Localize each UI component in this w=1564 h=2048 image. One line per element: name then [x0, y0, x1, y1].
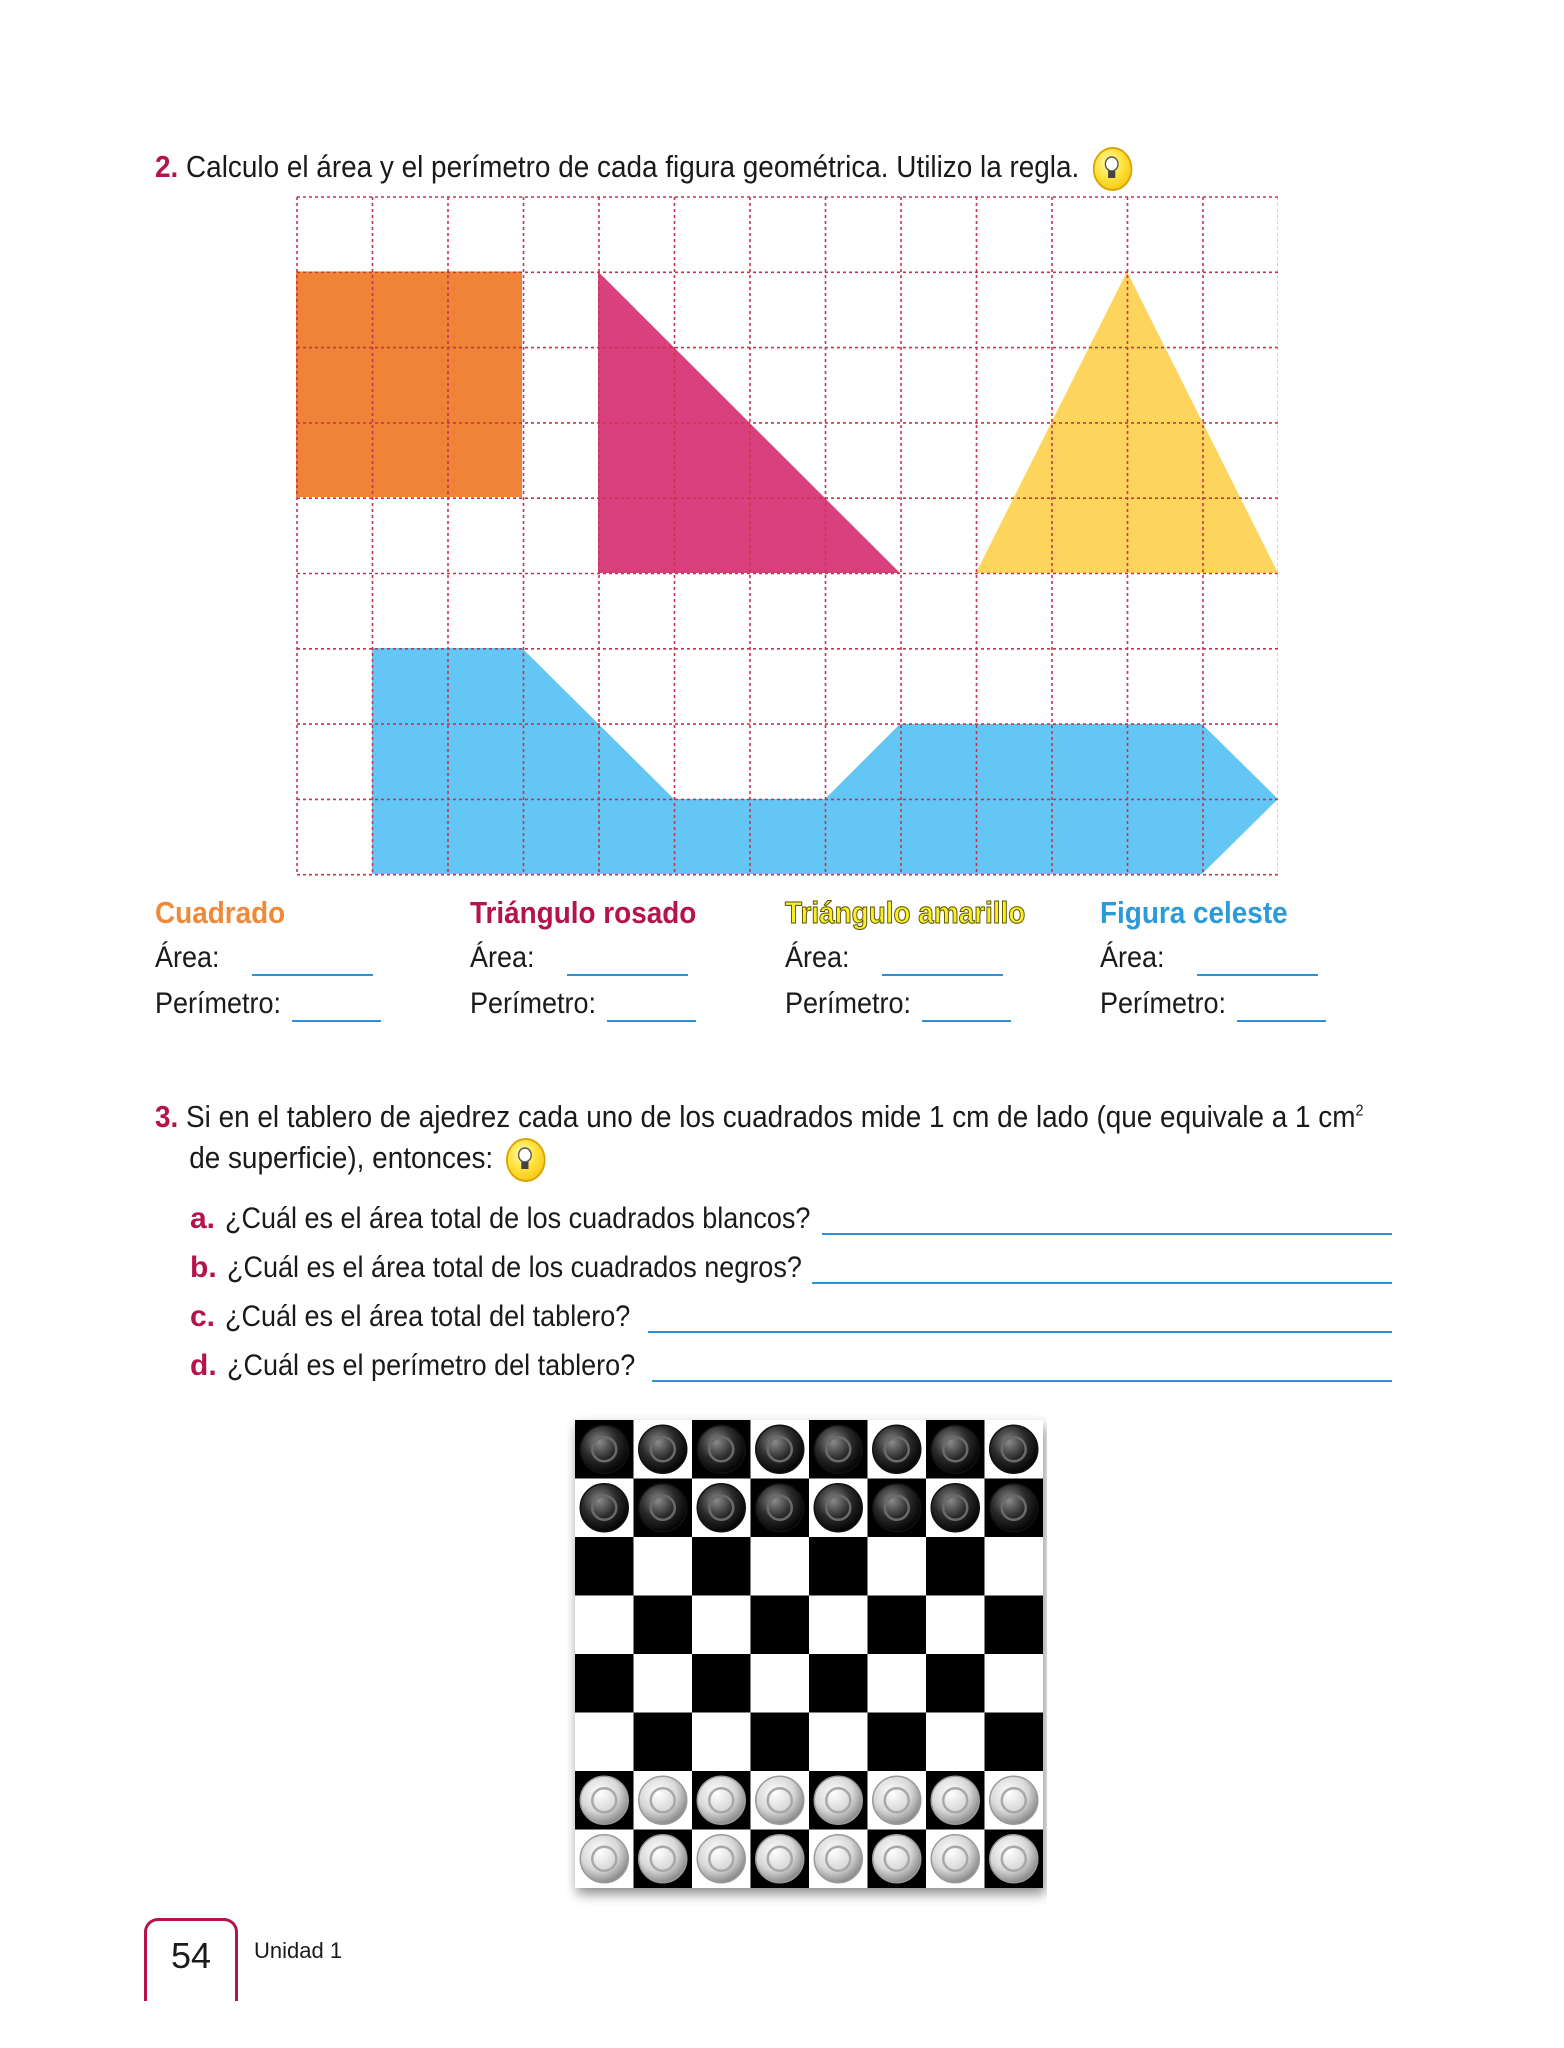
chess-piece: [580, 1425, 628, 1473]
item-letter: c.: [190, 1300, 216, 1333]
chess-square: [634, 1537, 693, 1596]
figure-col-cuadrado: [155, 895, 465, 1023]
item-text: ¿Cuál es el área total de los cuadrados negros?: [226, 1251, 802, 1284]
chess-square: [634, 1596, 693, 1655]
chess-piece: [873, 1484, 921, 1532]
page-number-box: [144, 1918, 238, 2001]
orange-square: [296, 272, 522, 498]
area-label: Área:: [155, 941, 220, 974]
question-3b: [190, 1251, 865, 1285]
chess-square: [692, 1537, 751, 1596]
chess-square: [985, 1596, 1044, 1655]
chess-piece: [873, 1425, 921, 1473]
chess-piece: [697, 1484, 745, 1532]
chess-piece: [873, 1776, 921, 1824]
chess-square: [868, 1654, 927, 1713]
page-number: 54: [170, 1935, 212, 1976]
chess-piece: [931, 1776, 979, 1824]
area-answer-line[interactable]: [1197, 974, 1318, 976]
area-label: Área:: [785, 941, 850, 974]
chess-squares: [575, 1420, 1043, 1888]
chess-piece: [814, 1776, 862, 1824]
perimeter-label: Perímetro:: [1100, 987, 1227, 1020]
chess-piece: [990, 1484, 1038, 1532]
chess-piece: [990, 1776, 1038, 1824]
chess-board-image: [567, 1412, 1047, 1942]
chess-square: [926, 1713, 985, 1772]
chess-piece: [814, 1835, 862, 1883]
chess-square: [809, 1537, 868, 1596]
area-answer-line[interactable]: [567, 974, 688, 976]
chess-piece: [931, 1425, 979, 1473]
lightbulb-icon: [1092, 147, 1132, 191]
chess-piece: [580, 1484, 628, 1532]
chess-square: [985, 1537, 1044, 1596]
question-3d: [190, 1349, 680, 1383]
chess-square: [751, 1537, 810, 1596]
chess-square: [926, 1537, 985, 1596]
chess-piece: [756, 1835, 804, 1883]
chess-square: [575, 1537, 634, 1596]
lightbulb-icon: [506, 1138, 546, 1182]
chess-piece: [639, 1484, 687, 1532]
figure-col-triangulo-amarillo: [785, 895, 1095, 1023]
chess-piece: [639, 1776, 687, 1824]
chess-piece: [639, 1425, 687, 1473]
chess-piece: [990, 1835, 1038, 1883]
chess-square: [751, 1654, 810, 1713]
question-2-number: 2.: [155, 149, 179, 185]
superscript: 2: [1355, 1102, 1364, 1120]
chess-piece: [697, 1425, 745, 1473]
area-answer-line[interactable]: [252, 974, 373, 976]
item-letter: a.: [190, 1202, 216, 1235]
chess-piece: [580, 1835, 628, 1883]
question-2-text: Calculo el área y el perímetro de cada figura geométrica. Utilizo la regla.: [186, 149, 1080, 185]
figure-name-triangulo-amarillo: Triángulo amarillo: [785, 895, 1026, 930]
chess-piece: [814, 1425, 862, 1473]
chess-square: [634, 1654, 693, 1713]
chess-square: [692, 1654, 751, 1713]
chess-piece: [931, 1484, 979, 1532]
chess-square: [809, 1596, 868, 1655]
question-3-title: [155, 1098, 1397, 1182]
chess-square: [692, 1596, 751, 1655]
chess-piece: [697, 1776, 745, 1824]
perimeter-label: Perímetro:: [155, 987, 282, 1020]
chess-square: [575, 1654, 634, 1713]
answer-line-d[interactable]: [652, 1380, 1392, 1382]
answer-line-c[interactable]: [648, 1331, 1392, 1333]
chess-piece: [873, 1835, 921, 1883]
chess-square: [751, 1596, 810, 1655]
answer-line-a[interactable]: [822, 1233, 1392, 1235]
question-2-title: [155, 147, 1132, 191]
question-3-line1: Si en el tablero de ajedrez cada uno de los cuadrados mide 1 cm de lado (que equivale a 1 cm: [186, 1099, 1356, 1134]
chess-square: [926, 1596, 985, 1655]
chess-piece: [756, 1484, 804, 1532]
item-letter: d.: [190, 1349, 217, 1382]
chess-piece: [756, 1776, 804, 1824]
chess-square: [985, 1713, 1044, 1772]
perimeter-label: Perímetro:: [785, 987, 912, 1020]
perimeter-answer-line[interactable]: [292, 1020, 381, 1022]
chess-square: [575, 1596, 634, 1655]
question-3c: [190, 1300, 675, 1334]
chess-square: [809, 1713, 868, 1772]
chess-piece: [639, 1835, 687, 1883]
chess-piece: [931, 1835, 979, 1883]
chess-piece: [756, 1425, 804, 1473]
chess-square: [868, 1713, 927, 1772]
chess-square: [634, 1713, 693, 1772]
unit-label: Unidad 1: [254, 1938, 343, 1963]
perimeter-answer-line[interactable]: [1237, 1020, 1326, 1022]
chess-square: [575, 1713, 634, 1772]
perimeter-label: Perímetro:: [470, 987, 597, 1020]
perimeter-answer-line[interactable]: [607, 1020, 696, 1022]
item-text: ¿Cuál es el área total del tablero?: [225, 1300, 631, 1333]
geometry-grid: [296, 196, 1278, 878]
question-3-number: 3.: [155, 1099, 179, 1134]
item-text: ¿Cuál es el perímetro del tablero?: [226, 1349, 635, 1382]
figure-name-cuadrado: Cuadrado: [155, 895, 286, 930]
figure-col-figura-celeste: [1100, 895, 1410, 1023]
chess-piece: [697, 1835, 745, 1883]
chess-square: [692, 1713, 751, 1772]
chess-square: [926, 1654, 985, 1713]
answer-line-b[interactable]: [812, 1282, 1392, 1284]
chess-piece: [814, 1484, 862, 1532]
chess-square: [985, 1654, 1044, 1713]
area-answer-line[interactable]: [882, 974, 1003, 976]
figure-name-figura-celeste: Figura celeste: [1100, 895, 1288, 930]
chess-piece: [580, 1776, 628, 1824]
area-label: Área:: [470, 941, 535, 974]
chess-square: [809, 1654, 868, 1713]
figure-name-triangulo-rosado: Triángulo rosado: [470, 895, 697, 930]
item-letter: b.: [190, 1251, 217, 1284]
question-3-line2: de superficie), entonces:: [189, 1140, 494, 1175]
chess-square: [868, 1596, 927, 1655]
item-text: ¿Cuál es el área total de los cuadrados blancos?: [225, 1202, 811, 1235]
perimeter-answer-line[interactable]: [922, 1020, 1011, 1022]
question-3a: [190, 1202, 875, 1236]
chess-piece: [990, 1425, 1038, 1473]
chess-square: [751, 1713, 810, 1772]
chess-square: [868, 1537, 927, 1596]
figure-col-triangulo-rosado: [470, 895, 780, 1023]
area-label: Área:: [1100, 941, 1165, 974]
